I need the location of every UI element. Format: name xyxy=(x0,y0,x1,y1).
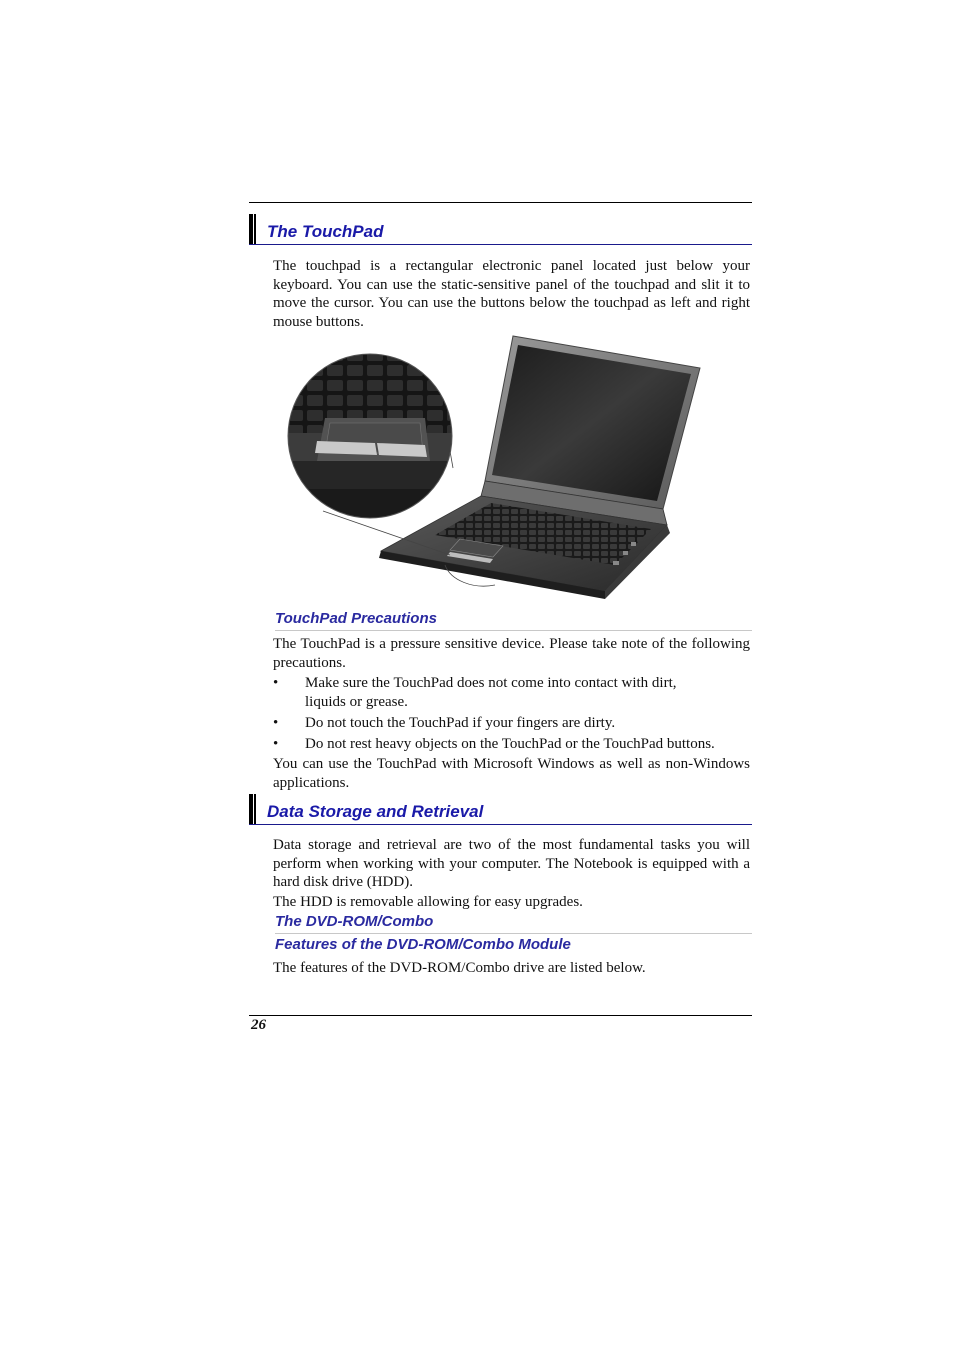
hdd-note-paragraph: The HDD is removable allowing for easy upgrades. xyxy=(273,894,583,910)
dvd-features-intro-paragraph: The features of the DVD-ROM/Combo drive are listed below. xyxy=(273,960,646,976)
heading-bar-marker xyxy=(249,214,257,244)
page-number: 26 xyxy=(251,1017,266,1033)
storage-intro-paragraph: Data storage and retrieval are two of the most fundamental tasks you will perform when working with your computer. The Notebook is equipped with a hard disk drive (HDD). xyxy=(273,837,750,891)
heading-text: Data Storage and Retrieval xyxy=(267,802,484,821)
touchpad-intro-paragraph: The touchpad is a rectangular electronic panel located just below your keyboard. You can use the static-sensitive panel of the touchpad and slit it to move the cursor. You can use the buttons below the touchpad as left and right mouse buttons. xyxy=(273,258,750,330)
laptop-touchpad-illustration xyxy=(285,333,715,605)
precautions-intro-paragraph: The TouchPad is a pressure sensitive device. Please take note of the following precautions. xyxy=(273,636,750,671)
footer-rule xyxy=(249,1015,752,1016)
precautions-outro-paragraph: You can use the TouchPad with Microsoft Windows as well as non-Windows applications. xyxy=(273,756,750,791)
subheading-dvd-rom-combo: The DVD-ROM/Combo xyxy=(275,913,434,930)
bullet-icon: • xyxy=(273,715,279,731)
heading-bar-marker xyxy=(249,794,257,824)
bullet-icon: • xyxy=(273,736,279,752)
section-heading-data-storage xyxy=(249,794,752,825)
section-heading-touchpad xyxy=(249,214,752,245)
bullet-icon: • xyxy=(273,675,279,691)
heading-text: The TouchPad xyxy=(267,222,384,241)
subheading-touchpad-precautions: TouchPad Precautions xyxy=(275,610,752,631)
list-item: • Do not rest heavy objects on the TouchPad or the TouchPad buttons. xyxy=(273,736,715,752)
subheading-dvd-features: Features of the DVD-ROM/Combo Module xyxy=(275,933,752,954)
list-item: • Make sure the TouchPad does not come into contact with dirt, liquids or grease. xyxy=(273,675,677,710)
list-item: • Do not touch the TouchPad if your fingers are dirty. xyxy=(273,715,616,731)
top-rule xyxy=(249,202,752,203)
